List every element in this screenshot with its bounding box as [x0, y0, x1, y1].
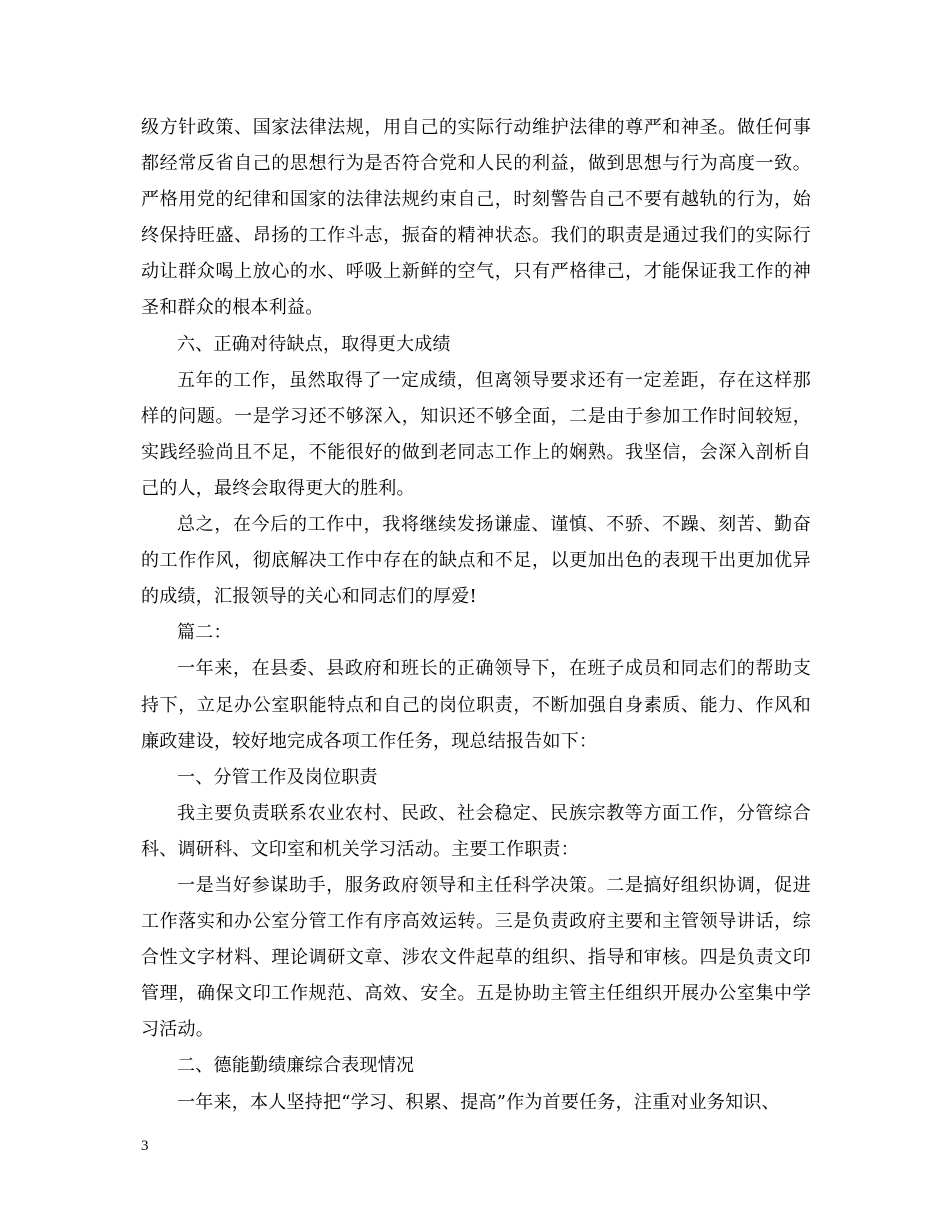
paragraph: 总之，在今后的工作中，我将继续发扬谦虚、谨慎、不骄、不躁、刻苦、勤奋的工作作风，彻底解决工作中存在的缺点和不足，以更加出色的表现干出更加优异的成绩，汇报领导的关心和同志们的厚爱! — [141, 514, 811, 608]
page-number: 3 — [141, 1138, 149, 1154]
paragraph: 我主要负责联系农业农村、民政、社会稳定、民族宗教等方面工作，分管综合科、调研科、文印室和机关学习活动。主要工作职责： — [141, 802, 811, 860]
paragraph: 五年的工作，虽然取得了一定成绩，但离领导要求还有一定差距，存在这样那样的问题。一是学习还不够深入，知识还不够全面，二是由于参加工作时间较短，实践经验尚且不足，不能很好的做到老同志工作上的娴熟。我坚信，会深入剖析自己的人，最终会取得更大的胜利。 — [141, 369, 811, 499]
paragraph: 一年来，在县委、县政府和班长的正确领导下，在班子成员和同志们的帮助支持下，立足办公室职能特点和自己的岗位职责，不断加强自身素质、能力、作风和廉政建设，较好地完成各项工作任务，现总结报告如下： — [141, 658, 811, 752]
paragraph: 一是当好参谋助手，服务政府领导和主任科学决策。二是搞好组织协调，促进工作落实和办公室分管工作有序高效运转。三是负责政府主要和主管领导讲话，综合性文字材料、理论调研文章、涉农文件起草的组织、指导和审核。四是负责文印管理，确保文印工作规范、高效、安全。五是协助主管主任组织开展办公室集中学习活动。 — [141, 874, 811, 1041]
section-heading-one: 一、分管工作及岗位职责 — [177, 766, 378, 788]
document-body — [141, 110, 811, 1121]
paragraph: 一年来，本人坚持把“学习、积累、提高”作为首要任务，注重对业务知识、 — [177, 1091, 780, 1113]
section-heading-six: 六、正确对待缺点，取得更大成绩 — [177, 333, 451, 355]
part-heading: 篇二： — [177, 622, 232, 644]
section-heading-two: 二、德能勤绩廉综合表现情况 — [177, 1055, 415, 1077]
paragraph-continuation: 级方针政策、国家法律法规，用自己的实际行动维护法律的尊严和神圣。做任何事都经常反省自己的思想行为是否符合党和人民的利益，做到思想与行为高度一致。严格用党的纪律和国家的法律法规约束自己，时刻警告自己不要有越轨的行为，始终保持旺盛、昂扬的工作斗志，振奋的精神状态。我们的职责是通过我们的实际行动让群众喝上放心的水、呼吸上新鲜的空气，只有严格律己，才能保证我工作的神圣和群众的根本利益。 — [141, 117, 811, 319]
